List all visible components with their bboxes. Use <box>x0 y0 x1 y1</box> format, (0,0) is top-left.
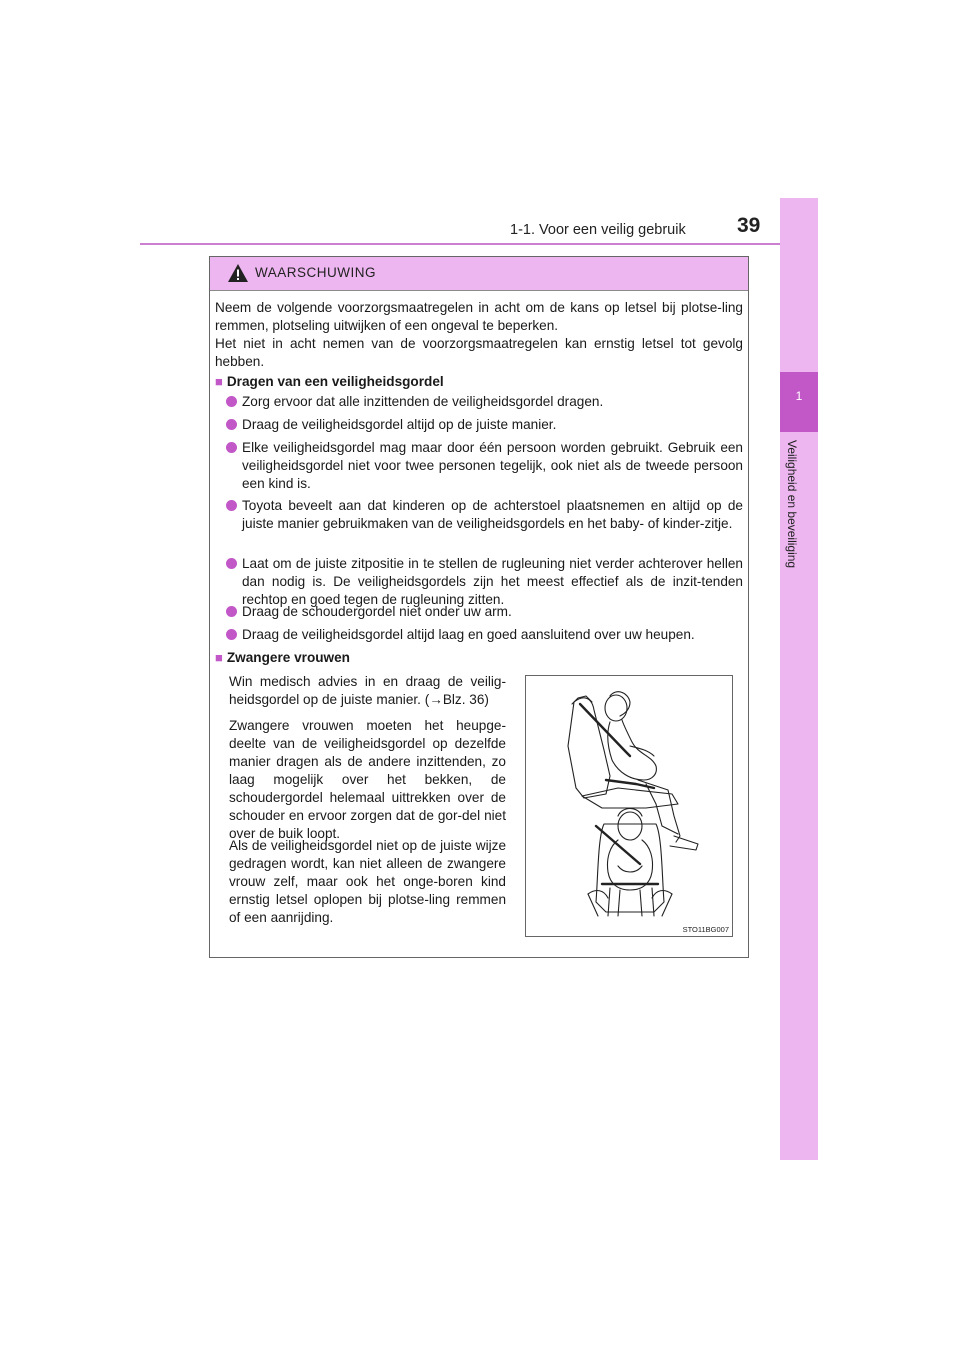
list-item: Draag de veiligheidsgordel altijd laag en goed aansluitend over uw heupen. <box>226 626 743 644</box>
warning-header <box>210 257 748 291</box>
illustration-code: STO11BG007 <box>682 925 729 934</box>
list-item: Elke veiligheidsgordel mag maar door één persoon worden gebruikt. Gebruik een veiligheidsgordel niet voor twee personen tegelijk, ook niet als de tweede persoon een kind is. <box>226 439 743 493</box>
pregnant-paragraph-2: Zwangere vrouwen moeten het heupge-deelte van de veiligheidsgordel op dezelfde manier dragen als de andere inzittenden, zo laag mogelijk over het bekken, de schoudergordel helemaal uittrekken over de schouder en ervoor zorgen dat de gor-del niet over de buik loopt. <box>229 718 506 841</box>
section-heading-pregnant: ■ Zwangere vrouwen <box>215 650 350 665</box>
bullet-dot-icon <box>226 396 237 407</box>
pregnant-paragraph-3: Als de veiligheidsgordel niet op de juiste wijze gedragen wordt, kan niet alleen de zwangere vrouw zelf, maar ook het onge-boren kind ernstig letsel oplopen bij plotse-ling remmen of een aanrijding. <box>229 838 506 925</box>
bullet-dot-icon <box>226 629 237 640</box>
list-item: Draag de veiligheidsgordel altijd op de juiste manier. <box>226 416 743 434</box>
chapter-side-tab <box>780 198 818 1160</box>
list-item: Zorg ervoor dat alle inzittenden de veiligheidsgordel dragen. <box>226 393 743 411</box>
header-rule <box>140 243 818 245</box>
bullet-dot-icon <box>226 606 237 617</box>
section-heading-seatbelt: ■ Dragen van een veiligheidsgordel <box>215 374 444 389</box>
section-title: 1-1. Voor een veilig gebruik <box>510 222 686 238</box>
bullet-dot-icon <box>226 500 237 511</box>
page-number: 39 <box>737 214 761 237</box>
bullet-dot-icon <box>226 442 237 453</box>
warning-box <box>209 256 749 958</box>
square-bullet-icon: ■ <box>215 374 223 389</box>
bullet-dot-icon <box>226 558 237 569</box>
warning-title: WAARSCHUWING <box>255 265 376 280</box>
square-bullet-icon: ■ <box>215 650 223 665</box>
seatbelt-figure-drawing <box>526 676 732 921</box>
chapter-number: 1 <box>795 389 803 403</box>
list-item: Laat om de juiste zitpositie in te stellen de rugleuning niet verder achterover hellen dan nodig is. De veiligheidsgordels zijn het meest effectief als de inzit-tenden rechtop en goed tegen de rugleuning zitten. <box>226 555 743 609</box>
pregnant-seatbelt-illustration <box>525 675 733 937</box>
warning-triangle-icon <box>227 263 249 283</box>
warning-intro: Neem de volgende voorzorgsmaatregelen in acht om de kans op letsel bij plotse-ling remmen, plotseling uitwijken of een ongeval te beperken. Het niet in acht nemen van de voorzorgsmaatregelen kan ernstig letsel tot gevolg hebben. <box>215 300 743 369</box>
list-item: Toyota beveelt aan dat kinderen op de achterstoel plaatsnemen en altijd op de juiste manier gebruikmaken van de veiligheidsgordels en het baby- of kinder-zitje. <box>226 497 743 533</box>
chapter-label: Veiligheid en beveiliging <box>785 440 799 569</box>
bullet-dot-icon <box>226 419 237 430</box>
list-item: Draag de schoudergordel niet onder uw arm. <box>226 603 743 621</box>
pregnant-paragraph-1: Win medisch advies in en draag de veilig-heidsgordel op de juiste manier. (→Blz. 36) <box>229 674 506 707</box>
